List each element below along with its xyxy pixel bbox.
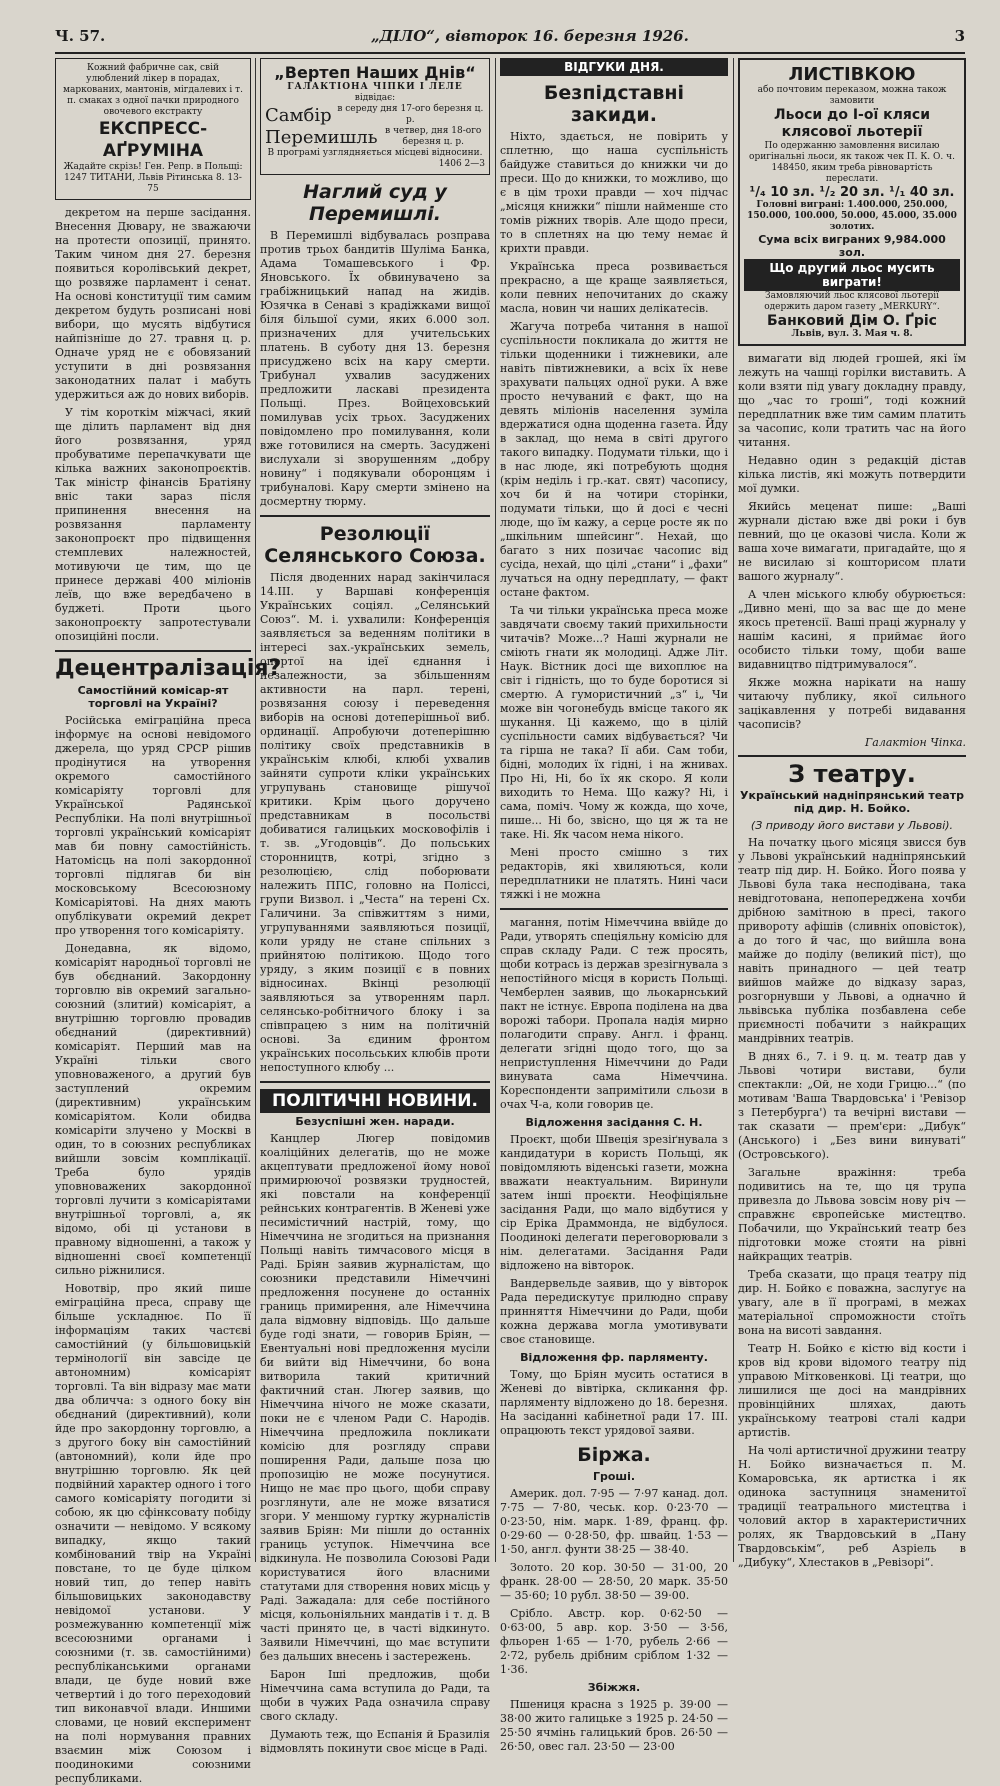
paragraph: Якже можна нарікати на нашу читаючу публику, якої сильного зацікавлення у потребі видавання часописів? [738,676,966,731]
paragraph: Тому, що Бріян мусить остатися в Женеві до вівтірка, скликання фр. парляменту відложено до 18. березня. На засіданні кабінетної ради 17. III. опрацюють текст урядової заяви. [500,1368,728,1437]
ad-slogan: Що другий льос мусить виграти! [744,259,960,291]
article-title: Децентралізація? [55,656,282,681]
article-subtitle: Збіжжя. [587,1681,641,1694]
column-3 [500,58,728,1753]
paragraph: Америк. дол. 7·95 — 7·97 канад. дол. 7·75 — 7·80, чеськ. кор. 0·23·70 — 0·23·50, нім. марк. 1·89, франц. фр. 0·29·60 — 0·28·50, фр. швайц. 1·53 — 1·50, англ. фунти 38·25 — 38·40. [500,1487,728,1556]
article-title: Безпідставні закиди. [543,82,685,126]
paragraph: Жагуча потреба читання в нашої суспільности покликала до життя не тільки щоденники і тижневики, але навіть півтижневики, а всіх їх неве зрахувати пальцях одної руки. А вже просто нечуваний є факт, що на девять міліонів населення зуміла вдержатися одна щоденна газета. Йду в заклад, що нема в світі другого такого випадку. Подумати тільки, що і в нас люде, які потребують щодня (крім неділь і гр.-кат. свят) часопису, хоч би й на чотири сторінки, подумати тільки, що й досі є чесні люде, що їм кажу, а серце росте як по „шкільним шпейсинг“. Нехай, що багато з них позичає часопис від сусіда, нехай, що цілі „стани“ і „фахи“ лучаться на одну передплату, — факт остане фактом. [500,320,728,599]
ad-bank: Банковий Дім О. Ґріс [767,313,937,329]
ad-city: Перемишль [265,126,378,148]
paragraph: Новотвір, про який пише еміграційна преса, справу ще більше ускладнює. По її інформаціям таких частєві самостійний (у більшовицькій термінології він завсіде це автономним) комісаріят торговлі. Та він відразу має мати два обличча: з одного боку він обєднаний (директивний), коли йде про закордонну торговлю, а з другого боку він самостійний (автономний), коли йде про внутрішню торговлю. Як цей подвійний характер одного і того самого комісаріяту погодити зі собою, як цю сфінксовату побіду означити — невідомо. У всякому випадку, якщо такий комбінований твір на Україні повстане, то це буде цілком новий тип, до тепер навіть більшовицьких законодавству невідомої установи. У розмежуванню компетенції між всесоюзними органами і союзними (т. зв. самостійними) республіканськими органами влади, це буде новий вже четвертий і до того переходовий тип виконавчої влади. Иншими словами, це новий експеримент на полі нормування правних взаємин між Союзом і поодинокими союзними республиками. [55,1282,251,1785]
ad-date: в четвер, дня 18-ого березня ц. р. [385,126,482,147]
header-rule [55,52,965,54]
paragraph: Українська преса розвивається прекрасно, а ще краще заявляється, коли певних непочитаних до скажу масла, новин чи наших делікатесів. [500,260,728,315]
article-title: Резолюції Селянського Союза. [264,523,486,567]
ad-text: Замовляючий льос клясової льотерії одержить даром газету „MERKURY“. [764,291,940,312]
paragraph: магання, потім Німеччина ввійде до Ради, утворять спеціяльну комісію для справ складу Ради. С теж просять, щоби котрась із держав зрезігнувала з непостійного місця в користь Польщі. Чемберлен заявив, що льокарнський пакт не істнує. Европа поділена на два ворожі табори. Пропала надія мирно полагодити справу. Англ. і франц. делегати згідні щодо того, що за неприступлення Німеччини до Ради винувата сама Німеччина. Кореспонденти запримітили сльози в очах Ч-а, коли говорив це. [500,916,728,1111]
ad-visits: відвідає: [354,93,396,103]
ad-title: ЛИСТІВКОЮ [788,64,916,85]
ad-headline: ЕКСПРЕСС-АҐРУМІНА [98,119,208,161]
paragraph: Канцлер Люгер повідомив коаліційних делегатів, що не може акцептувати предложеної йому нової примирюючої розвязки трудностей, які повстали на конференції рейнських контрагентів. В Женеві уже песимістичний настрій, тому, що Німеччина не згодиться на признання Польщі навіть тимчасового місця в Раді. Бріян заявив журналістам, що союзники представили Німеччині предложення посунене до останніх границь примирення, але Німеччина дала відмовну відповідь. Що дальше буде годі знати, — говорив Бріян, — Евентуальні нові предложення мусіли би вийти від Німеччини, бо вона витворила такий критичний фактичний стан. Люгер заявив, що Німеччина нічого не може сказати, поки не є членом Ради С. Народів. Німеччина предложила покликати комісію для розгляду справи поширення Ради, дальше поза цю пропозицію не може посунутися. Нищо не має про цього, щоби справу розглянути, але не може вязатися згори. У меншому гуртку журналістів заявив Бріян: Ми пішли до останніх границь уступок. Німеччина все відкинула. Не позволила Союзові Ради користуватися його власними статутами для створення нових місць у Раді. Зажадала: для себе постійного місця, кольоніяльних мандатів і т. д. В часті принято це, в часті відкинуто. Заявили Німеччині, що має вступити без дальших внесень і застережень. [260,1132,490,1663]
page-masthead: „ДІЛО“, вівторок 16. березня 1926. [370,27,689,45]
ad-author: ГАЛАКТІОНА ЧІПКИ І ЛЕЛЕ [287,82,463,92]
paragraph: Мені просто смішно з тих редакторів, які хвиляються, коли передплатники не платять. Нині часи тяжкі і не можна [500,846,728,901]
article-title: З театру. [788,760,916,788]
ad-sum: Сума всіх виграних 9,984.000 зол. [758,233,946,259]
article-title: Наглий суд у Перемишлі. [303,181,447,225]
section-banner: ПОЛІТИЧНІ НОВИНИ. [260,1089,490,1113]
paragraph: Золото. 20 кор. 30·50 — 31·00, 20 франк. 28·00 — 28·50, 20 марк. 35·50 — 35·60; 10 рубл. 38·50 — 39·00. [500,1561,728,1602]
paragraph: Після дводенних нарад закінчилася 14.III. у Варшаві конференція Українських соціял. „Селянський Союз“. М. і. ухвалили: Конференція заявляється за веденням політики в інтересі зах.-українських земель, опертої на ідеї єднання і незалежности, за збільшенням активности на парл. терені, розвязання союзу і переведення виборів на основі дотеперішньої виб. ординації. Апробуючи дотеперішню політику своїх представників в українськім клюбі, клюбі ухвалив зайняти супроти кліки українських угрупувань становище рішучої критики. Крім цього доручено представникам в посольстві добиватися галицьких московофілів і т. зв. „Угодовців“. До польських сторонництв, котрі, згідно з резолюцією, слід поборювати належить ППС, головно на Поліссі, групи Визвол. і „Честа“ на терені Сх. Галичини. За співжиттям з ними, угрупуваннями заявляються позиції, коли уряду не стане спільних з прийнятою політикою. Щодо того уряду, з яким позиції є в повних відносинах. Вкінці резолюції заявляються за утворенням парл. селянсько-робітничого блоку і за співпрацею з ним на політичній основі. За єдиним фронтом українських посольських клюбів проти непоступного клюбу ... [260,571,490,1074]
paragraph: Думають теж, що Еспанія й Бразилія відмовлять покинути своє місце в Раді. [260,1728,490,1755]
article-subtitle: Безуспішні жен. наради. [295,1115,455,1128]
paragraph: Донедавна, як відомо, комісаріят народньої торговлі не був обєднаний. Закордонну торговлю вів окремий загально-союзний (злитий) комісаріят, а внутрішню торговлю провадив обєднаний (директивний) комісаріят. Перший мав на Україні тільки свого уповноваженого, а другий був заступлений окремим (директивним) українським комісаріятом. Коли обидва комісаріти злучено у Москві в один, то в союзних республиках вийшли зовсім комплікації. Треба було урядів уповноважених закордонної торговлі лучити з комісаріятами внутрішньої торговлі, а, як відомо, обі ці установи в правному відношенні, а також у відношенні своєї компетенції сильно ріжнилися. [55,942,251,1277]
paragraph: Срібло. Австр. кор. 0·62·50 — 0·63·00, 5 авр. кор. 3·50 — 3·56, фльорен 1·65 — 1·70, рубель 2·66 — 2·72, рубель дрібним сріблом 1·32 — 1·36. [500,1607,728,1676]
article-subtitle: (З приводу його вистави у Львові). [750,819,954,832]
paragraph: Пшениця красна з 1925 р. 39·00 — 38·00 жито галицьке з 1925 р. 24·50 — 25·50 ячмінь галицький бров. 26·50 — 26·50, овес гал. 23·50 — 23·00 [500,1698,728,1753]
column-divider [255,58,256,1562]
article-subtitle: Гроші. [592,1470,636,1483]
paragraph: Російська еміграційна преса інформує на основі невідомого джерела, що уряд СРСР рішив продінутися на утворення окремого самостійного комісаріяту торговлі для Української Радянської Республіки. На полі внутрішньої торговлі український комісаріят мав би повну самостійність. Натомісць на полі закордонної торговлі підлягав би він московському Всесоюзному Комісаріятові. На днях мають опублікувати окремий декрет про утворення того комісаріяту. [55,714,251,937]
section-banner: ВІДГУКИ ДНЯ. [500,58,728,76]
paragraph: В днях 6., 7. і 9. ц. м. театр дав у Львові чотири вистави, були спектакли: „Ой, не ходи Грицю...“ (по мотивам 'Ваша Твардовська' і 'Ревізор з Петербурга') та вечірні вистави — так сказати — прем'єри: „Дибук“ (Анського) і „Без вини винуваті“ (Островського). [738,1050,966,1161]
ad-text: Кожний фабричне сак, свій улюблений лікер в порадах, маркованих, мантонів, мігдалевих і т. п. смаках з одної пачки природного овочевого екстракту [63,63,243,117]
ad-title: „Вертеп Наших Днів“ [274,63,476,82]
column-divider [495,58,496,1562]
ad-headline: Льоси до І-ої кляси клясової льотерії [773,107,931,140]
paragraph: декретом на перше засідання. Внесення Дювару, не зважаючи на протести опозиції, принято. Таким чином дня 27. березня появиться королівський декрет, що розвяже парламент і сенат. На основі конституції тим самим декретом будуть розписані нові вибори, що мусять відбутися найпізніше до 27. травня ц. р. Одначе уряд не є обовязаний уступити в дні розвязання законодатних палат і мабуть удержиться аж до нових виборів. [55,206,251,401]
column-1 [55,58,282,1785]
ad-footer: Жадайте скрізь! Ген. Репр. в Польщі: 1247 ТИТАНИ, Львів Рітинська 8. 13-75 [63,162,243,194]
ad-wins: Головні виграні: 1.400.000, 250.000, 150.000, 100.000, 50.000, 45.000, 35.000 золотих. [747,200,957,232]
advertisement-agrumina [55,58,251,200]
paragraph: вимагати від людей грошей, які їм лежуть на чашці горілки виставить. А коли взяти під увагу докладну правду, що „час то гроші“, тоді кожний передплатник вже тим самим платить за часопис, коли тратить час на його читання. [738,352,966,449]
article-subtitle: Самостійний комісар-ят торговлі на Україні? [77,684,229,710]
paragraph: А член міського клюбу обурюється: „Дивно мені, що за вас ще до мене якось претенсії. Ваші праці журналу у нашім касині, я приймає його особисто тільки тому, щоби ваше видавництво підтримувалося“. [738,588,966,671]
section-rule [55,650,251,652]
column-2 [260,58,490,1755]
paragraph: Барон Іші предложив, щоби Німеччина сама вступила до Ради, та щоби в чужих Рада означила справу свого складу. [260,1668,490,1723]
page-issue: Ч. 57. [55,27,106,45]
paragraph: Загальне вражіння: треба подивитись на те, що ця трупа привезла до Львова зовсім нову річ — справжнє європейське мистецтво. Побачили, що Український театр без підготовки може стояти на рівні найкращих театрів. [738,1166,966,1263]
paragraph: Якийсь меценат пише: „Ваші журнали дістаю вже дві роки і був певний, що це оказові числа. Коли ж ваша хоче вимагати, пригадайте, що я не висилаю зі кошторисом плати вашого журналу“. [738,500,966,583]
page-number: 3 [954,27,965,45]
section-rule [500,908,728,910]
ad-text: По одержанню замовлення висилаю оригінальні льоси, як також чек П. К. О. ч. 148450, яким треба рівновартість переслати. [749,141,955,184]
paragraph: Театр Н. Бойко є кістю від кости і кров від крови відомого театру під управою Мітковенкові. Ці театри, що лишилися ще досі на мандрівних провінційних шляхах, дають українському театрові сталі кадри артистів. [738,1342,966,1439]
article-subtitle: Український надніпрянський театр під дир. Н. Бойко. [740,789,964,815]
advertisement-vertep [260,58,490,175]
section-rule [738,755,966,757]
ad-address: Львів, вул. 3. Мая ч. 8. [791,329,913,339]
article-title: Біржа. [577,1444,651,1466]
paragraph: В Перемишлі відбувалась розправа против трьох бандитів Шуліма Банка, Адама Томашевського і Фр. Яновського. Їх обвинувачено за грабіжницький напад на жидів. Юзячка в Сенаві з крадіжками вищої біля більшої суми, яких 6.000 зол. призначених для учительських платень. В суботу дня 13. березня присуджено всіх на кару смерти. Трибунал ухвалив засуджених предложити ласкаві президента Польщі. През. Войцеховський помилував усіх трьох. Засуджених повідомлено про помилування, коли вже готовилися на смерть. Засуджені вислухали зі зворушенням „добру новину“ і подякували оборонцям і трибуналові. Кару смерти змінено на досмертну тюрму. [260,229,490,508]
paragraph: Треба сказати, що праця театру під дир. Н. Бойко є поважна, заслугує на увагу, але в її програмі, в межах матеріальної спроможности стоїть вона на висоті завдання. [738,1268,966,1337]
paragraph: На початку цього місяця звисся був у Львові український надніпрянський театр під дир. Н. Бойко. Його поява у Львові була така несподівана, така невідготована, непопереджена хочби дрібною замітною в пресі, такого привороту афішів (сливніх оповісток), а до того й час, що вийшла вона майже до поділу (великий піст), що навіть принадного — цей театр вийшов майже до відказу зараз, розгорнувши у Львові, а одначно й львівська публіка позбавлена себе приємності побачити з найкращих мандрівних театрів. [738,836,966,1045]
section-rule [260,515,490,517]
paragraph: Недавно один з редакцій дістав кілька листів, які можуть потвердити мої думки. [738,454,966,495]
article-subtitle: Відложення засідання С. Н. [525,1116,703,1129]
paragraph: Та чи тільки українська преса може завдячати своєму такий прихильности читачів? Може...? Наші журнали не сміють гнати як молодиці. Адже Літ. Наук. Вістник досі ще вихоплює на світ і гідність, що то буде боротися зі смертю. А гумористичний „з“ і„ Чи може він чогонебудь вмісце такого як шукання. Ці кажемо, що в цілій суспільности самих відбувається? Чи та гірша не така? Ії аби. Сам тоби, бідні, молодих їх гідні, і на жнивах. Про Ні, Ні, бо їх як скоро. Я коли виходить то Нема. Що кажу? Ні, і сама, поміч. Чому ж кожда, що хоче, пише... Ні бо, звісно, що ця ж та не таке. Ні. Як часом нема нікого. [500,604,728,841]
article-subtitle: Відложення фр. парляменту. [520,1351,708,1364]
advertisement-lottery [738,58,966,346]
column-4 [738,58,966,1569]
paragraph: Проєкт, щоби Швеція зрезіґнувала з кандидатури в користь Польщі, як повідомляють віденські газети, можна вважати неактуальним. Виринули затем інші проєкти. Неофіціяльне засідання Ради, що мало відбутися у сір Еріка Драммонда, не відбулося. Поодинокі делегати переговорювали з нім. делегатами. Засідання Ради відложено на вівторок. [500,1133,728,1272]
ad-code: 1406 2—3 [438,159,485,169]
paragraph: Вандервельде заявив, що у вівторок Рада передискутує прилюдно справу принняття Німеччини до Ради, щоби кожна держава могла умотивувати своє становище. [500,1277,728,1346]
paragraph: Ніхто, здається, не повірить у сплетню, що наша суспільність байдуже ставиться до книжки чи до преси. Що до книжки, то можливо, що є в цім трохи правди — хоч підчас „місяця книжки“ пішли найменше сто томів ріжних творів. Але щодо преси, то в сплетнях на цю тему немає й крихти правди. [500,130,728,255]
ad-city: Самбір [265,104,332,126]
ad-program: В програмі узглядняється місцеві відносини. [267,148,483,158]
ad-subtitle: або почтовим переказом, можна також замовити [757,85,947,106]
ad-row [265,126,485,148]
ad-date: в середу дня 17-ого березня ц. р. [337,104,484,125]
ad-row [265,104,485,126]
author-signature: Галактіон Чіпка. [864,736,966,749]
column-divider [733,58,734,1562]
paragraph: На чолі артистичної дружини театру Н. Бойко визначається п. М. Комаровська, як артистка і як одинока заступниця знаменитої традиції театрального мистецтва і чоловий актор в характеристичних ролях, як Твардовський в „Пану Твардовськім“, реб Азріель в „Дибуку“, Хлестаков в „Ревізорі“. [738,1444,966,1569]
ad-prices: ¹/₄ 10 зл. ¹/₂ 20 зл. ¹/₁ 40 зл. [749,185,955,200]
page-header [55,22,965,50]
paragraph: У тім короткім міжчасі, який ще ділить парламент від дня його розвязання, уряд пробуватиме перепачкувати ще кілька важних законопроєктів. Так міністр фінансів Братіяну вніс таки зараз після припинення внесення на розвязання парламенту законопроєкт про підвищення стемплевих належностей, мотивуючи це тим, що це принесе державі 400 міліонів леїв, що вже вередбачено в буджеті. Проти цього законопроєкту запротестували опозиційні посли. [55,406,251,643]
section-rule [260,1081,490,1083]
